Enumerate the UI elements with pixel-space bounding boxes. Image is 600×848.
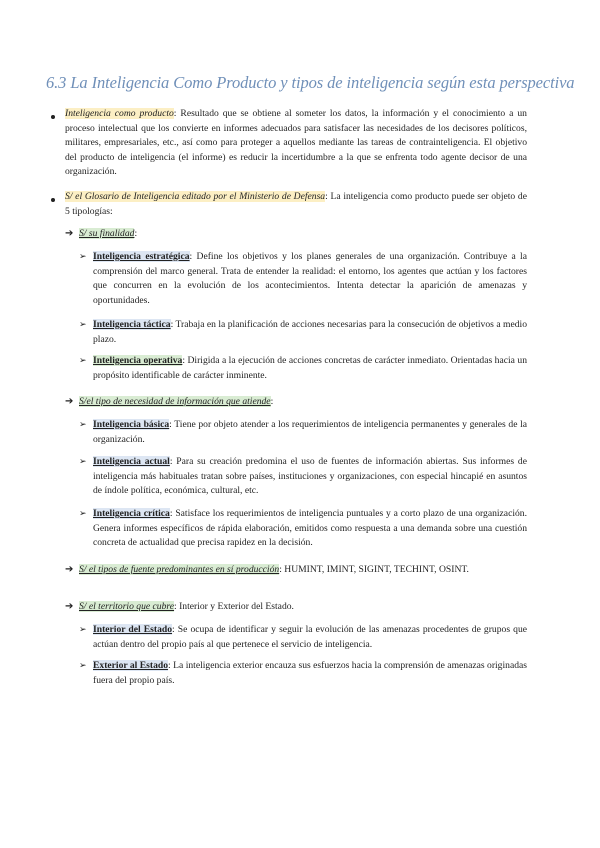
bullet-text: : Resultado que se obtiene al someter los datos, la información y el conocimiento a un proceso intelectual que los convierte en informes adecuados para satisfacer las necesidades de los decisores políticos, militares, empresariales, etc., así como para proteger a aquellos mediante las tareas de contrainteligencia. El objetivo del producto de inteligencia (el informe) es reducir la incertidumbre a la que se enfrenta todo agente decisor de una organización. [65, 108, 527, 178]
triangle-bullet-icon: ➢ [79, 320, 87, 330]
group-fuente [79, 563, 527, 578]
group-label: S/ el tipos de fuente predominantes en sí producción [79, 564, 280, 575]
group-text: : Interior y Exterior del Estado. [174, 601, 294, 612]
arrow-icon: ➔ [65, 228, 74, 239]
item-term: Inteligencia crítica [93, 508, 170, 519]
group-text: : [270, 396, 274, 407]
item-inteligencia-critica [93, 507, 527, 551]
arrow-icon: ➔ [65, 564, 74, 575]
bullet-label: Inteligencia como producto [65, 108, 174, 119]
group-label: S/el tipo de necesidad de información que atiende [79, 396, 271, 407]
item-inteligencia-basica [93, 418, 527, 447]
triangle-bullet-icon: ➢ [79, 420, 87, 430]
item-text: : Tiene por objeto atender a los requerimientos de inteligencia permanentes y generales de la organización. [93, 419, 527, 445]
item-text: : Satisface los requerimientos de inteligencia puntuales y a corto plazo de una organización. Genera informes específicos de rápida elaboración, emitidos como respuesta a una demanda sobre una cuestión concreta de actualidad que precisa rapidez en la decisión. [93, 508, 527, 549]
group-necesidad [79, 395, 527, 410]
triangle-bullet-icon: ➢ [79, 625, 87, 635]
bullet-text: : La inteligencia como producto puede ser objeto de 5 tipologías: [65, 191, 527, 217]
item-text: : Para su creación predomina el uso de fuentes de información abiertas. Sus informes de inteligencia más habituales tratan sobre países, instituciones y organizaciones, con especial hincapié en asuntos de índole política, económica, cultural, etc. [93, 456, 527, 497]
item-text: : Dirigida a la ejecución de acciones concretas de carácter inmediato. Orientadas hacia un propósito identificable de carácter inminente. [93, 355, 527, 381]
item-term: Inteligencia estratégica [93, 251, 190, 262]
triangle-bullet-icon: ➢ [79, 509, 87, 519]
item-term: Inteligencia operativa [93, 355, 183, 366]
arrow-icon: ➔ [65, 601, 74, 612]
bullet-inteligencia-como-producto [65, 107, 527, 180]
triangle-bullet-icon: ➢ [79, 356, 87, 366]
item-text: : La inteligencia exterior encauza sus esfuerzos hacia la comprensión de amenazas originadas fuera del propio país. [93, 660, 527, 686]
group-label: S/ el territorio que cubre [79, 601, 175, 612]
bullet-dot [51, 198, 55, 202]
bullet-dot [51, 115, 55, 119]
item-term: Inteligencia táctica [93, 319, 171, 330]
section-heading: 6.3 La Inteligencia Como Producto y tipos de inteligencia según esta perspectiva [46, 73, 575, 92]
item-inteligencia-tactica [93, 318, 527, 347]
item-text: : Define los objetivos y los planes generales de una organización. Contribuye a la comprensión del marco general. Trata de entender la realidad: el entorno, los agentes que actúan y los factores que concurren en la evolución de los acontecimientos. Intenta detectar la aparición de amenazas y oportunidades. [93, 251, 527, 306]
item-interior-del-estado [93, 623, 527, 652]
group-territorio [79, 600, 527, 615]
item-text: : Trabaja en la planificación de acciones necesarias para la consecución de objetivos a medio plazo. [93, 319, 527, 345]
group-text: : [134, 228, 138, 239]
item-term: Exterior al Estado [93, 660, 169, 671]
item-exterior-al-estado [93, 659, 527, 688]
item-inteligencia-actual [93, 455, 527, 499]
item-term: Inteligencia actual [93, 456, 170, 467]
bullet-label: S/ el Glosario de Inteligencia editado por el Ministerio de Defensa [65, 191, 326, 202]
group-finalidad [79, 227, 527, 242]
item-text: : Se ocupa de identificar y seguir la evolución de las amenazas procedentes de grupos que actúan dentro del propio país al que pertenece el servicio de inteligencia. [93, 624, 527, 650]
item-inteligencia-operativa [93, 354, 527, 383]
triangle-bullet-icon: ➢ [79, 661, 87, 671]
arrow-icon: ➔ [65, 396, 74, 407]
bullet-glosario [65, 190, 527, 219]
group-label: S/ su finalidad [79, 228, 135, 239]
item-term: Interior del Estado [93, 624, 173, 635]
triangle-bullet-icon: ➢ [79, 457, 87, 467]
triangle-bullet-icon: ➢ [79, 252, 87, 262]
item-inteligencia-estrategica [93, 250, 527, 308]
item-term: Inteligencia básica [93, 419, 170, 430]
group-text: : HUMINT, IMINT, SIGINT, TECHINT, OSINT. [279, 564, 469, 575]
